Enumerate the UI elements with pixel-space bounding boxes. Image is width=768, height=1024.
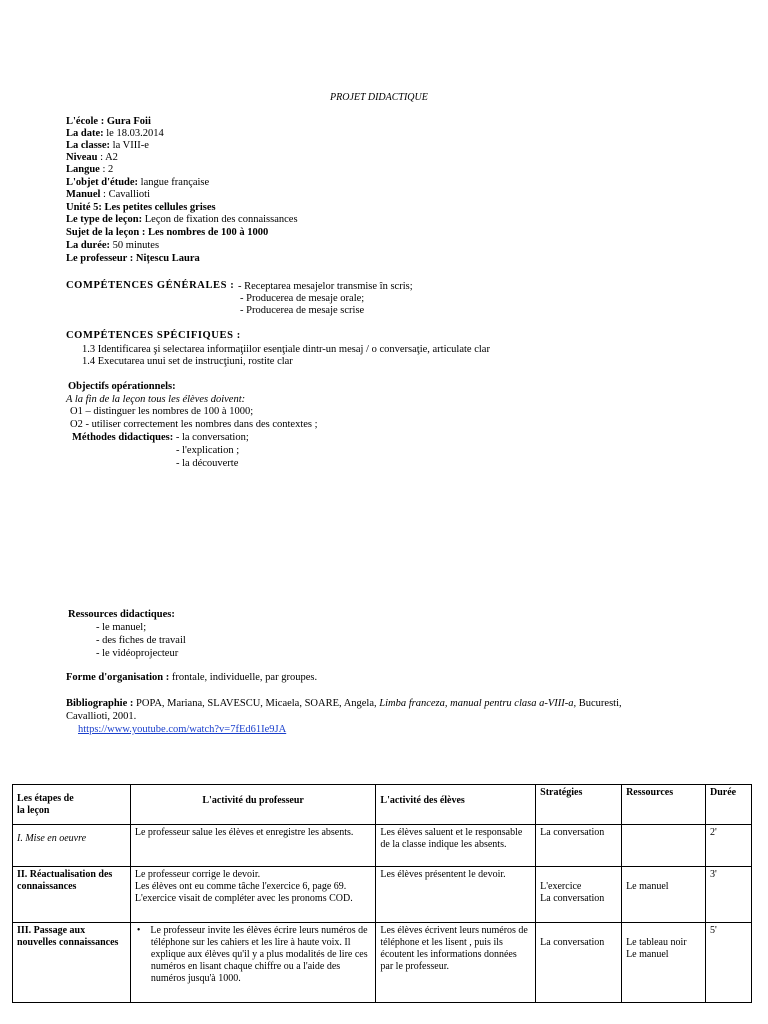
cell-strategies: La conversation <box>536 825 622 867</box>
competence-item: - Receptarea mesajelor transmise în scris; <box>238 281 413 292</box>
ressource-item: - des fiches de travail <box>96 635 186 646</box>
table-header-row <box>13 785 752 825</box>
cell-duree: 3' <box>705 867 751 923</box>
cell-prof: • Le professeur invite les élèves écrire leurs numéros de téléphone sur les cahiers et les lire à haute voix. Il explique aux élèves qu'il y a plus modalités de lire ces numéros en lisant chaque chiffre ou a l'aide des numéros jusqu'à 1000. <box>130 923 376 1003</box>
cell-duree: 5' <box>705 923 751 1003</box>
lesson-plan-table <box>12 784 752 1003</box>
competence-item: 1.3 Identificarea şi selectarea informaţiilor esenţiale dintr-un mesaj / o conversaţie, articulate clar <box>82 344 490 355</box>
info-line: Manuel : Cavallioti <box>66 189 150 200</box>
header-etapes: Les étapes de la leçon <box>13 785 131 825</box>
header-duree: Durée <box>705 785 751 825</box>
bullet-icon: • <box>136 925 151 936</box>
cell-eleves: Les élèves présentent le devoir. <box>376 867 536 923</box>
table-row <box>13 923 752 1003</box>
competence-item: - Producerea de mesaje orale; <box>240 293 365 304</box>
info-line: La date: le 18.03.2014 <box>66 128 164 139</box>
table-row <box>13 825 752 867</box>
objectif-item: O2 - utiliser correctement les nombres dans des contextes ; <box>70 419 318 430</box>
objectifs-heading: Objectifs opérationnels: <box>68 381 176 392</box>
cell-prof: Le professeur corrige le devoir. Les élèves ont eu comme tâche l'exercice 6, page 69. L'exercice visait de compléter avec les pronoms COD. <box>130 867 376 923</box>
cell-ressources: Le manuel <box>622 867 706 923</box>
cell-strategies: L'exercice La conversation <box>536 867 622 923</box>
bibliographie-line: Bibliographie : POPA, Mariana, SLAVESCU, Micaela, SOARE, Angela, Limba franceza, manual pentru clasa a-VIII-a, Bucuresti, <box>66 698 622 709</box>
competences-generales-heading: COMPÉTENCES GÉNÉRALES : <box>66 280 235 291</box>
cell-etape: III. Passage aux nouvelles connaissances <box>13 923 131 1003</box>
competences-specifiques-heading: COMPÉTENCES SPÉCIFIQUES : <box>66 330 241 341</box>
methode-item: - la découverte <box>176 458 239 469</box>
cell-etape: I. Mise en oeuvre <box>13 825 131 867</box>
objectifs-intro: A la fin de la leçon tous les élèves doivent: <box>66 394 246 405</box>
organisation-line: Forme d'organisation : frontale, individuelle, par groupes. <box>66 672 318 683</box>
ressource-item: - le vidéoprojecteur <box>96 648 179 659</box>
competence-item: - Producerea de mesaje scrise <box>240 305 365 316</box>
ressource-item: - le manuel; <box>96 622 147 633</box>
info-line: La durée: 50 minutes <box>66 240 160 251</box>
table-row <box>13 867 752 923</box>
header-activite-eleves: L'activité des élèves <box>376 785 536 825</box>
info-line: L'école : Gura Foii <box>66 116 151 127</box>
cell-ressources: Le tableau noir Le manuel <box>622 923 706 1003</box>
info-line: Unité 5: Les petites cellules grises <box>66 202 216 213</box>
cell-eleves: Les élèves saluent et le responsable de la classe indique les absents. <box>376 825 536 867</box>
cell-eleves: Les élèves écrivent leurs numéros de téléphone et les lisent , puis ils écoutent les informations données par le professeur. <box>376 923 536 1003</box>
cell-prof: Le professeur salue les élèves et enregistre les absents. <box>130 825 376 867</box>
objectif-item: O1 – distinguer les nombres de 100 à 1000; <box>70 406 254 417</box>
info-line: Langue : 2 <box>66 164 114 175</box>
methodes-line: Méthodes didactiques: - la conversation; <box>72 432 249 443</box>
header-activite-prof: L'activité du professeur <box>130 785 376 825</box>
bibliographie-line2: Cavallioti, 2001. <box>66 711 137 722</box>
cell-ressources <box>622 825 706 867</box>
info-line: Sujet de la leçon : Les nombres de 100 à 1000 <box>66 227 269 238</box>
cell-duree: 2' <box>705 825 751 867</box>
cell-strategies: La conversation <box>536 923 622 1003</box>
ressources-heading: Ressources didactiques: <box>68 609 175 620</box>
youtube-link[interactable]: https://www.youtube.com/watch?v=7fEd61Ie9JA <box>78 724 287 735</box>
methode-item: - l'explication ; <box>176 445 240 456</box>
header-ressources: Ressources <box>622 785 706 825</box>
info-line: Niveau : A2 <box>66 152 118 163</box>
info-line: Le professeur : Nițescu Laura <box>66 253 200 264</box>
info-line: La classe: la VIII-e <box>66 140 149 151</box>
info-line: L'objet d'étude: langue française <box>66 177 210 188</box>
info-line: Le type de leçon: Leçon de fixation des connaissances <box>66 214 298 225</box>
header-strategies: Stratégies <box>536 785 622 825</box>
document-title: PROJET DIDACTIQUE <box>330 92 428 103</box>
competence-item: 1.4 Executarea unui set de instrucţiuni, rostite clar <box>82 356 293 367</box>
cell-etape: II. Réactualisation des connaissances <box>13 867 131 923</box>
